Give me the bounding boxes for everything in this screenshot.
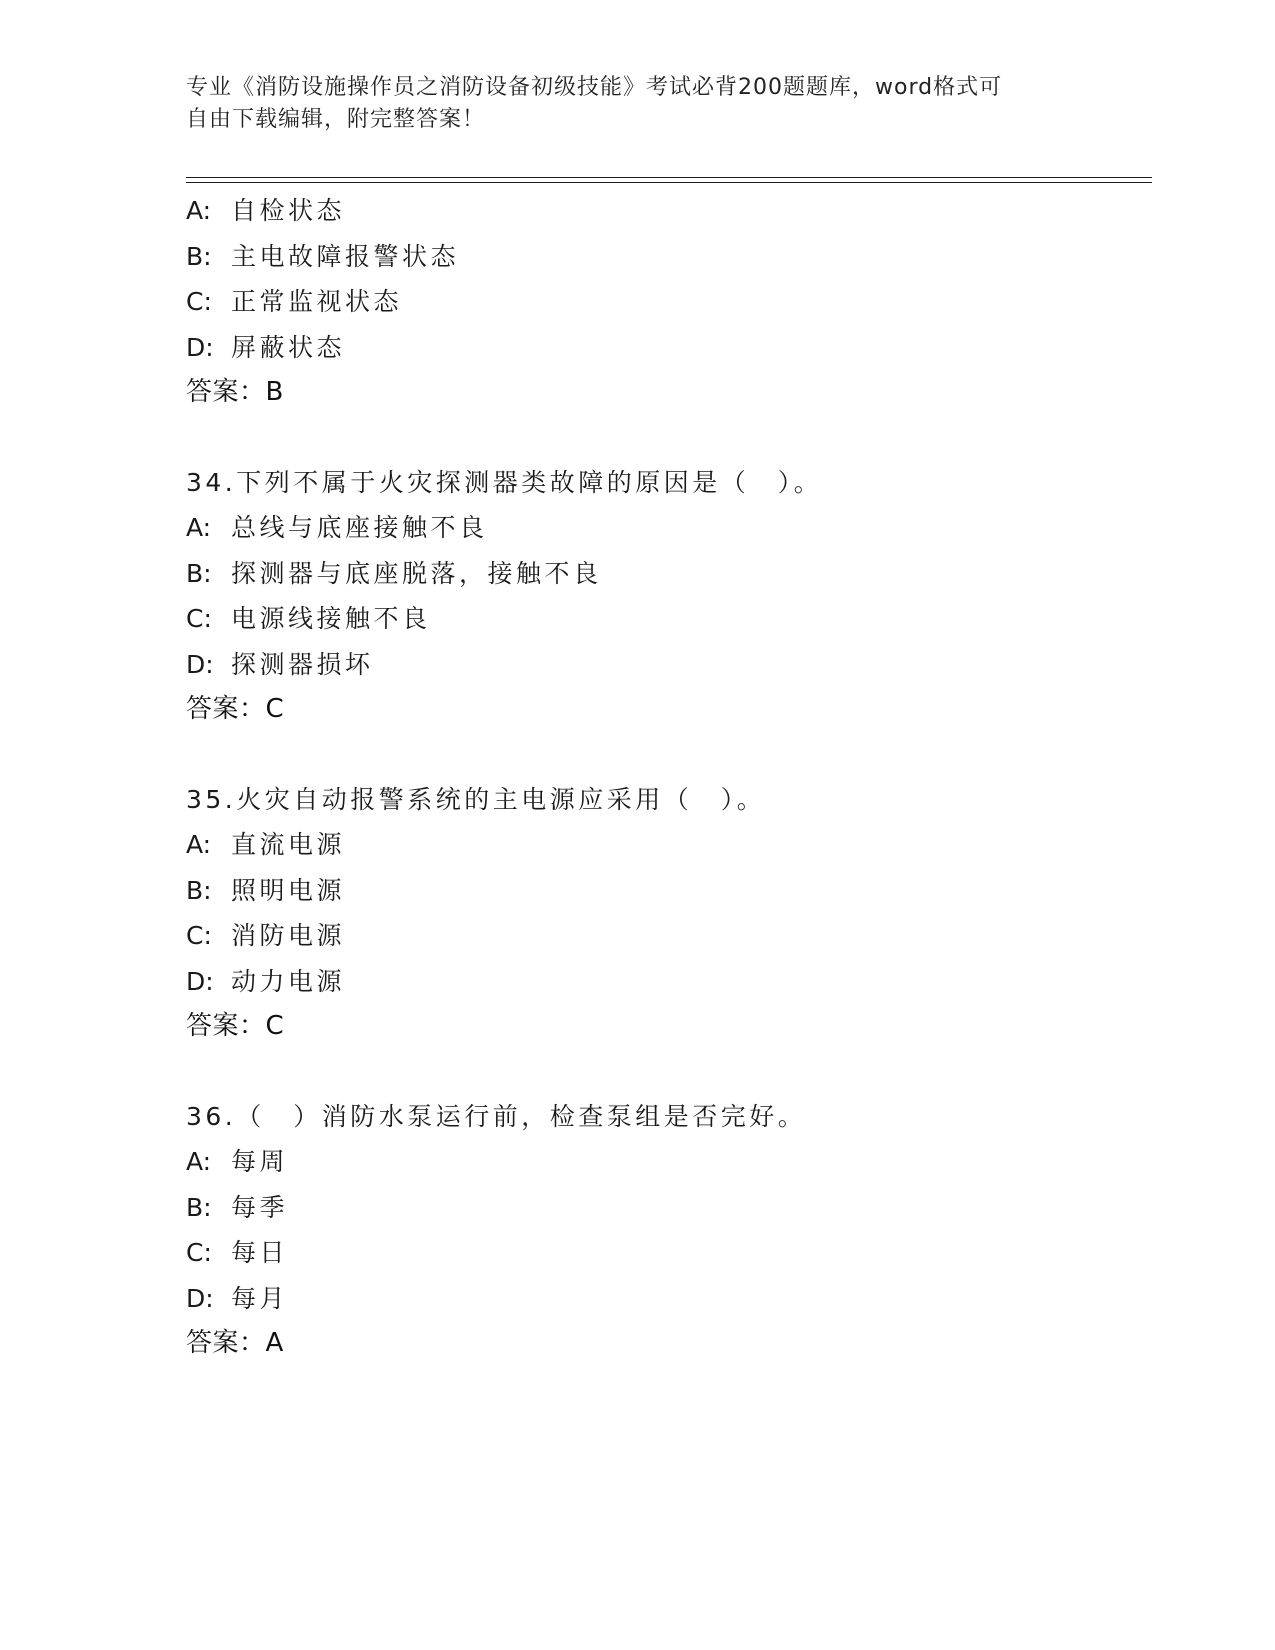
option-key: A: [186, 513, 212, 542]
option-text: 自检状态 [231, 196, 346, 225]
option-c [186, 913, 1186, 959]
option-a [186, 822, 1186, 868]
option-c [186, 596, 1186, 642]
option-d [186, 325, 1186, 371]
document-header [186, 72, 1086, 136]
option-b [186, 234, 1186, 280]
option-key: C: [186, 1238, 212, 1267]
header-divider-top [186, 177, 1152, 178]
option-text: 探测器损坏 [231, 649, 374, 679]
option-a [186, 1139, 1186, 1185]
option-d [186, 959, 1186, 1005]
option-text: 消防电源 [231, 921, 346, 950]
option-b [186, 868, 1186, 914]
partial-question [186, 188, 1186, 416]
option-a [186, 505, 1186, 551]
question-36 [186, 1094, 1186, 1367]
option-key: C: [186, 287, 212, 316]
header-line-1: 专业《消防设施操作员之消防设备初级技能》考试必背200题题库，word格式可 [186, 75, 1003, 100]
option-text: 动力电源 [231, 966, 346, 996]
header-line-2: 自由下载编辑，附完整答案！ [186, 107, 486, 132]
header-divider-bottom [186, 182, 1152, 183]
question-stem: 35.火灾自动报警系统的主电源应采用（ ）。 [186, 784, 766, 814]
answer-line: 答案：C [186, 694, 285, 724]
option-d [186, 1276, 1186, 1322]
question-stem: 36.（ ）消防水泵运行前，检查泵组是否完好。 [186, 1101, 807, 1131]
option-c [186, 1230, 1186, 1276]
option-text: 直流电源 [231, 830, 346, 859]
option-text: 照明电源 [231, 875, 346, 905]
option-text: 正常监视状态 [231, 287, 403, 316]
option-text: 总线与底座接触不良 [231, 513, 488, 542]
option-key: B: [186, 1192, 212, 1222]
option-a [186, 188, 1186, 234]
option-text: 电源线接触不良 [231, 604, 431, 633]
option-key: C: [186, 604, 212, 633]
option-key: B: [186, 558, 212, 588]
option-text: 屏蔽状态 [231, 332, 346, 362]
option-d [186, 642, 1186, 688]
option-b [186, 551, 1186, 597]
option-b [186, 1185, 1186, 1231]
option-text: 每周 [231, 1147, 289, 1176]
option-text: 主电故障报警状态 [231, 241, 460, 271]
option-text: 每日 [231, 1238, 289, 1267]
question-stem: 34.下列不属于火灾探测器类故障的原因是（ ）。 [186, 467, 823, 497]
option-text: 每月 [231, 1283, 289, 1313]
option-key: A: [186, 196, 212, 225]
answer-line: 答案：A [186, 1328, 284, 1358]
option-text: 每季 [231, 1192, 289, 1222]
option-key: B: [186, 241, 212, 271]
option-key: B: [186, 875, 212, 905]
answer-line: 答案：B [186, 377, 284, 407]
option-text: 探测器与底座脱落，接触不良 [231, 558, 602, 588]
question-35 [186, 777, 1186, 1050]
option-key: D: [186, 649, 214, 679]
option-key: D: [186, 1283, 214, 1313]
option-key: D: [186, 966, 214, 996]
question-34 [186, 460, 1186, 733]
answer-line: 答案：C [186, 1011, 285, 1041]
option-key: C: [186, 921, 212, 950]
option-c [186, 279, 1186, 325]
question-list [186, 188, 1186, 1367]
option-key: A: [186, 830, 212, 859]
option-key: D: [186, 332, 214, 362]
option-key: A: [186, 1147, 212, 1176]
